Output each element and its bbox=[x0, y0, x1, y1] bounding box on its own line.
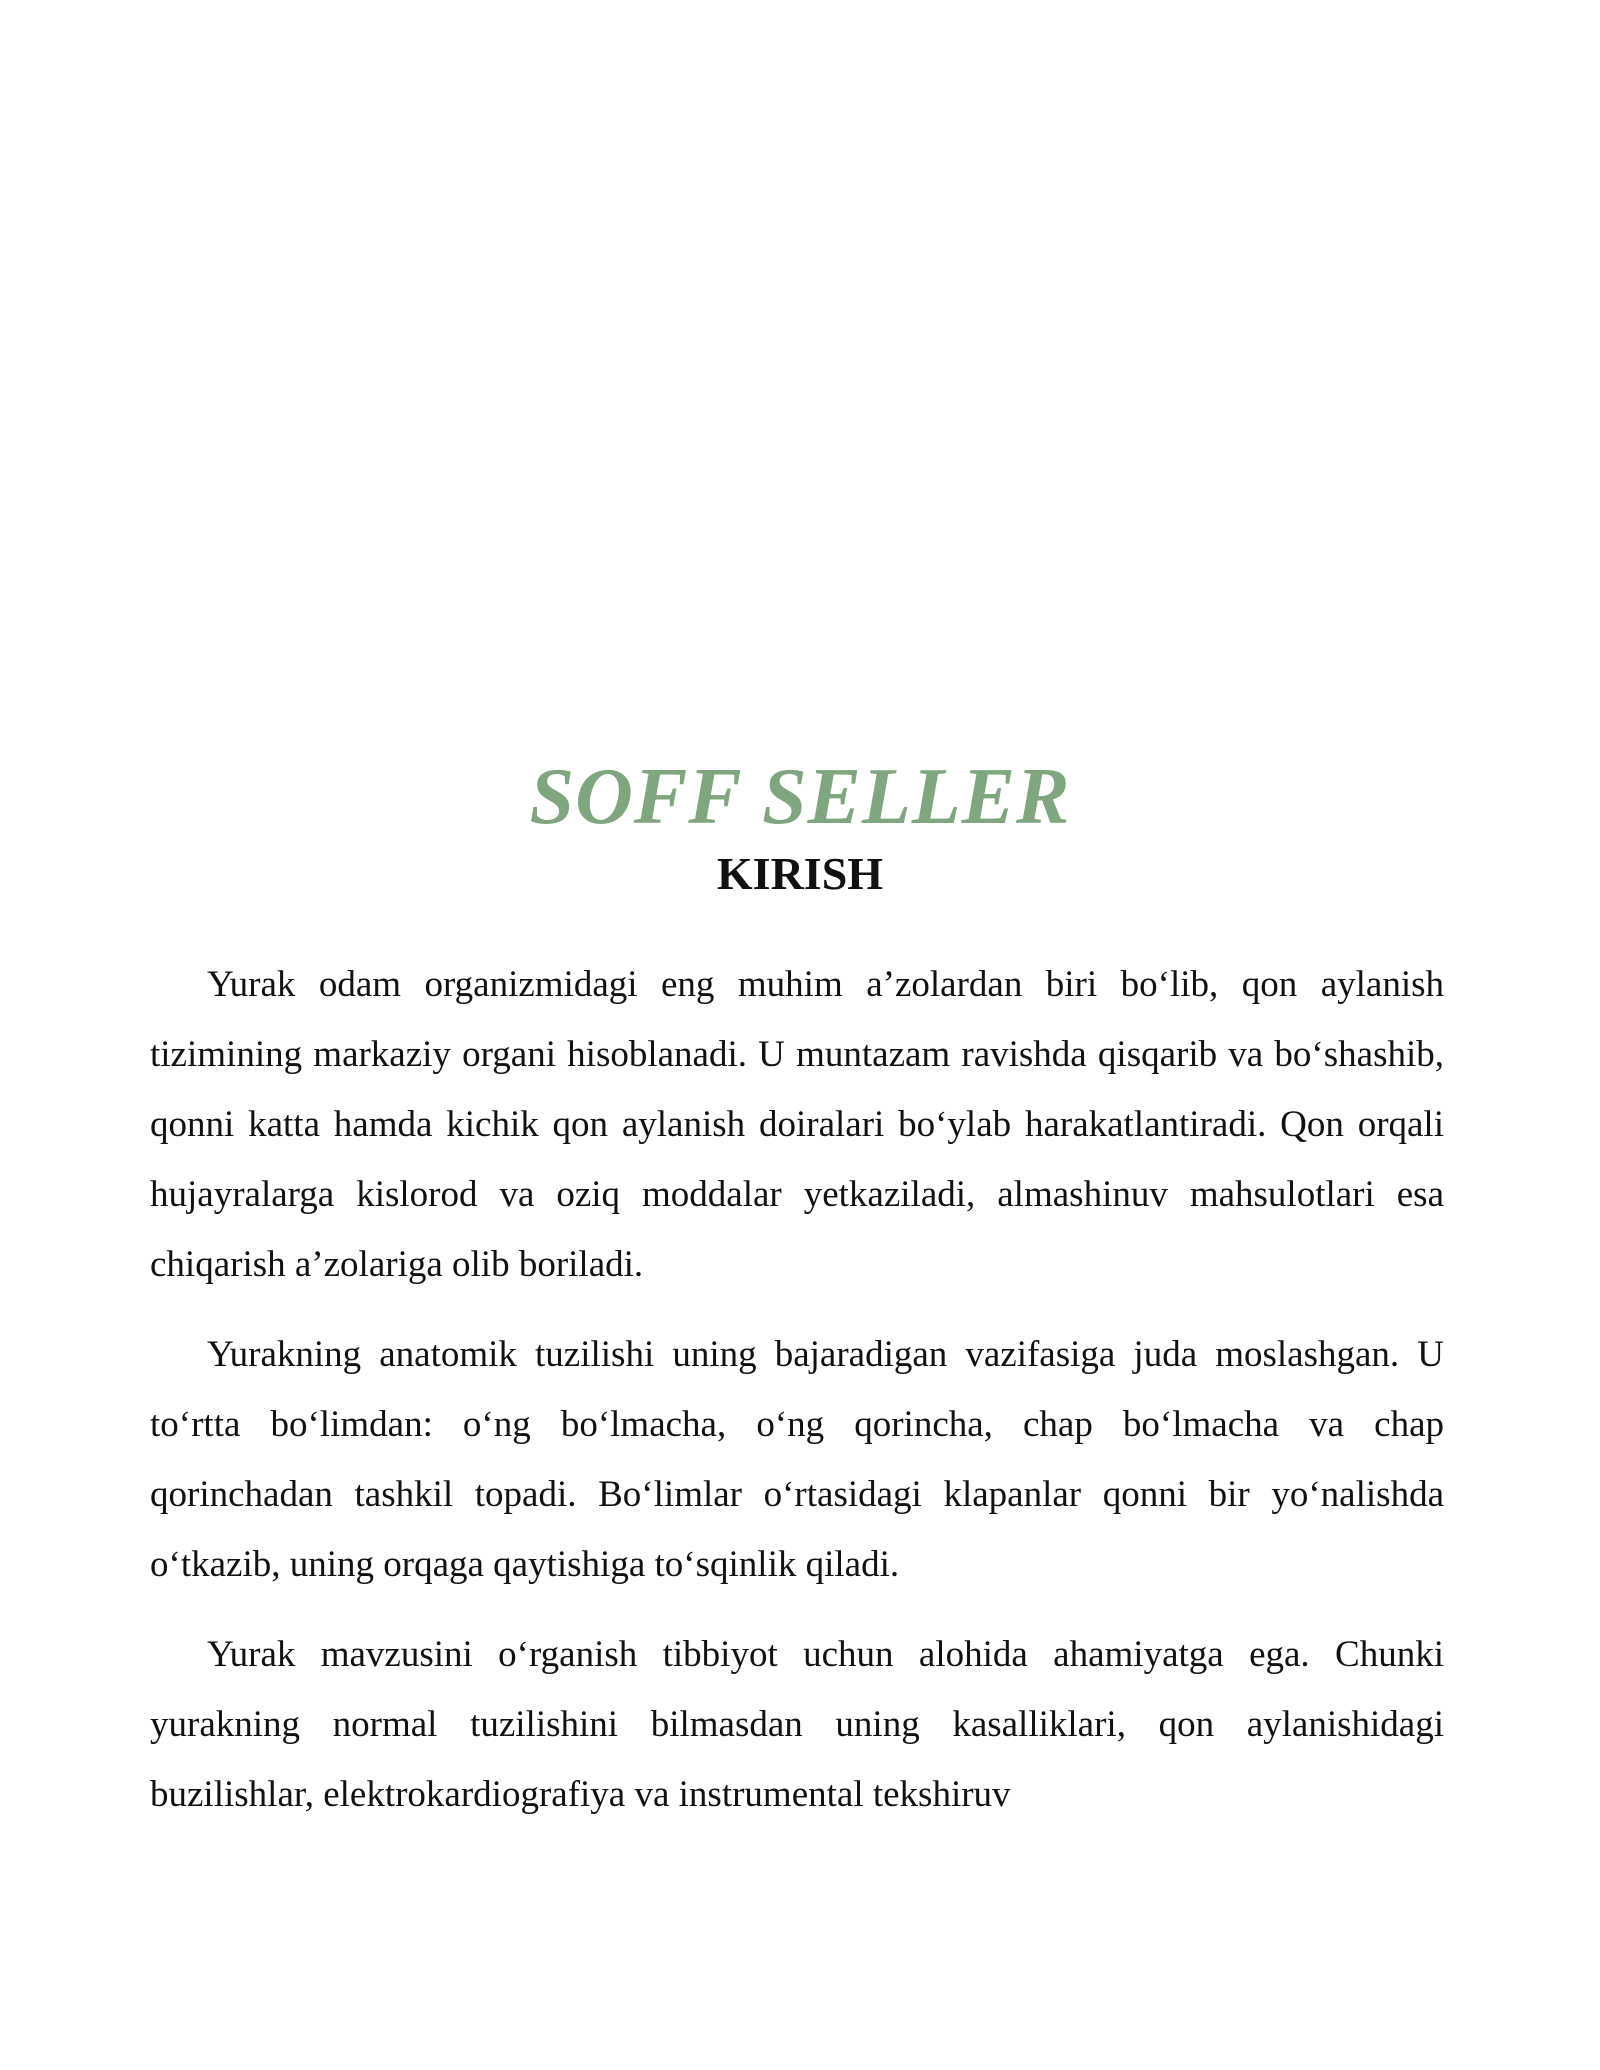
paragraph: Yurakning anatomik tuzilishi uning bajaradigan vazifasiga juda moslashgan. U to‘rtta bo‘limdan: o‘ng bo‘lmacha, o‘ng qorincha, chap bo‘lmacha va chap qorinchadan tashkil topadi. Bo‘limlar o‘rtasidagi klapanlar qonni bir yo‘nalishda o‘tkazib, uning orqaga qaytishiga to‘sqinlik qiladi. bbox=[150, 1334, 1444, 1585]
section-heading: KIRISH bbox=[716, 848, 884, 899]
watermark-text: SOFF SELLER bbox=[529, 753, 1071, 841]
paragraph: Yurak odam organizmidagi eng muhim a’zolardan biri bo‘lib, qon aylanish tizimining markaziy organi hisoblanadi. U muntazam ravishda qisqarib va bo‘shashib, qonni katta hamda kichik qon aylanish doiralari bo‘ylab harakatlantiradi. Qon orqali hujayralarga kislorod va oziq moddalar yetkaziladi, almashinuv mahsulotlari esa chiqarish a’zolariga olib boriladi. bbox=[150, 964, 1444, 1285]
paragraph: Yurak mavzusini o‘rganish tibbiyot uchun alohida ahamiyatga ega. Chunki yurakning normal tuzilishini bilmasdan uning kasalliklari, qon aylanishidagi buzilishlar, elektrokardiografiya va instrumental tekshiruv bbox=[150, 1634, 1444, 1815]
body-text bbox=[150, 950, 1444, 1850]
